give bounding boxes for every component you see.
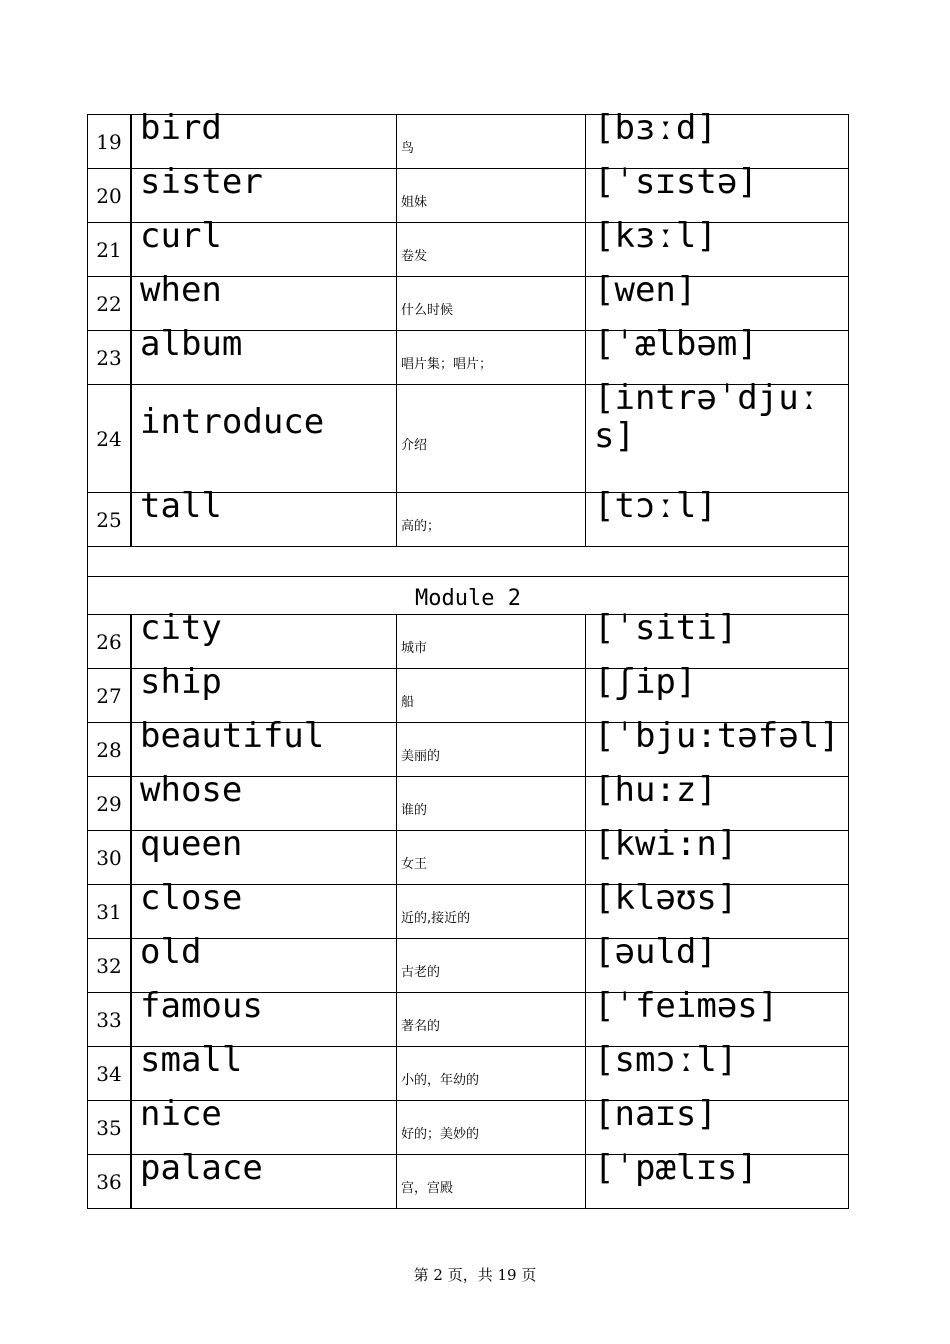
- phonetic: [smɔːl]: [594, 1040, 738, 1080]
- page-footer: 第 2 页，共 19 页: [413, 1266, 537, 1284]
- english-word: city: [140, 608, 222, 648]
- english-word: close: [140, 878, 243, 918]
- chinese-meaning: 什么时候: [397, 277, 586, 331]
- phonetic: [intrəˈdjuːs]: [594, 378, 820, 456]
- table-row: [88, 723, 849, 777]
- english-word: beautiful: [140, 716, 325, 756]
- english-word: bird: [140, 108, 222, 148]
- chinese-meaning: 谁的: [397, 777, 586, 831]
- phonetic: [ˈbju:təfəl]: [594, 716, 840, 756]
- phonetic: [ʃip]: [594, 662, 697, 702]
- phonetic: [əuld]: [594, 932, 717, 972]
- english-word: ship: [140, 662, 222, 702]
- phonetic: [kɜːl]: [594, 216, 717, 256]
- row-number: 21: [88, 223, 132, 277]
- row-number: 36: [88, 1155, 132, 1209]
- row-number: 27: [88, 669, 132, 723]
- english-word: tall: [140, 486, 222, 526]
- table-row: [88, 1047, 849, 1101]
- phonetic: [naɪs]: [594, 1094, 717, 1134]
- row-number: 22: [88, 277, 132, 331]
- table-row: [88, 169, 849, 223]
- chinese-meaning: 古老的: [397, 939, 586, 993]
- chinese-meaning: 介绍: [397, 385, 586, 493]
- english-word: small: [140, 1040, 243, 1080]
- chinese-meaning: 著名的: [397, 993, 586, 1047]
- row-number: 24: [88, 385, 132, 493]
- table-row: [88, 385, 849, 493]
- chinese-meaning: 高的；: [397, 493, 586, 547]
- chinese-meaning: 姐妹: [397, 169, 586, 223]
- chinese-meaning: 好的；美妙的: [397, 1101, 586, 1155]
- english-word: album: [140, 324, 243, 364]
- phonetic: [ˈfeiməs]: [594, 986, 779, 1026]
- vocab-section-module-1: [88, 108, 849, 615]
- phonetic: [ˈælbəm]: [594, 324, 758, 364]
- table-row: [88, 331, 849, 385]
- row-number: 23: [88, 331, 132, 385]
- english-word: whose: [140, 770, 243, 810]
- chinese-meaning: 卷发: [397, 223, 586, 277]
- row-number: 26: [88, 615, 132, 669]
- english-word: old: [140, 932, 202, 972]
- phonetic: [hu:z]: [594, 770, 717, 810]
- table-row: [88, 777, 849, 831]
- module-title: Module 2: [88, 577, 849, 615]
- table-row: [88, 669, 849, 723]
- table-row: [88, 885, 849, 939]
- vocab-section-module-2: [88, 608, 849, 1209]
- table-row: [88, 115, 849, 169]
- english-word: curl: [140, 216, 222, 256]
- vocabulary-table: [87, 108, 849, 1209]
- english-word: famous: [140, 986, 263, 1026]
- chinese-meaning: 美丽的: [397, 723, 586, 777]
- chinese-meaning: 女王: [397, 831, 586, 885]
- english-word: queen: [140, 824, 243, 864]
- table-row: [88, 831, 849, 885]
- phonetic: [kləʊs]: [594, 878, 738, 918]
- table-row: [88, 993, 849, 1047]
- chinese-meaning: 鸟: [397, 115, 586, 169]
- english-word: when: [140, 270, 222, 310]
- table-row: [88, 615, 849, 669]
- row-number: 34: [88, 1047, 132, 1101]
- table-row: [88, 1101, 849, 1155]
- phonetic: [ˈsiti]: [594, 608, 738, 648]
- blank-row: [88, 547, 849, 577]
- table-row: [88, 277, 849, 331]
- phonetic: [bɜːd]: [594, 108, 717, 148]
- table-row: [88, 493, 849, 547]
- table-row: [88, 223, 849, 277]
- chinese-meaning: 宫，宫殿: [397, 1155, 586, 1209]
- chinese-meaning: 城市: [397, 615, 586, 669]
- phonetic: [tɔːl]: [594, 486, 717, 526]
- chinese-meaning: 船: [397, 669, 586, 723]
- row-number: 31: [88, 885, 132, 939]
- chinese-meaning: 小的，年幼的: [397, 1047, 586, 1101]
- english-word: nice: [140, 1094, 222, 1134]
- row-number: 25: [88, 493, 132, 547]
- english-word: introduce: [140, 402, 325, 442]
- row-number: 20: [88, 169, 132, 223]
- chinese-meaning: 近的,接近的: [397, 885, 586, 939]
- row-number: 19: [88, 115, 132, 169]
- row-number: 30: [88, 831, 132, 885]
- row-number: 28: [88, 723, 132, 777]
- phonetic: [ˈpælɪs]: [594, 1148, 758, 1188]
- phonetic: [kwi:n]: [594, 824, 738, 864]
- chinese-meaning: 唱片集；唱片；: [397, 331, 586, 385]
- table-row: [88, 1155, 849, 1209]
- english-word: palace: [140, 1148, 263, 1188]
- row-number: 29: [88, 777, 132, 831]
- table-row: [88, 939, 849, 993]
- phonetic: [wen]: [594, 270, 697, 310]
- row-number: 35: [88, 1101, 132, 1155]
- english-word: sister: [140, 162, 263, 202]
- phonetic: [ˈsɪstə]: [594, 162, 758, 202]
- row-number: 33: [88, 993, 132, 1047]
- row-number: 32: [88, 939, 132, 993]
